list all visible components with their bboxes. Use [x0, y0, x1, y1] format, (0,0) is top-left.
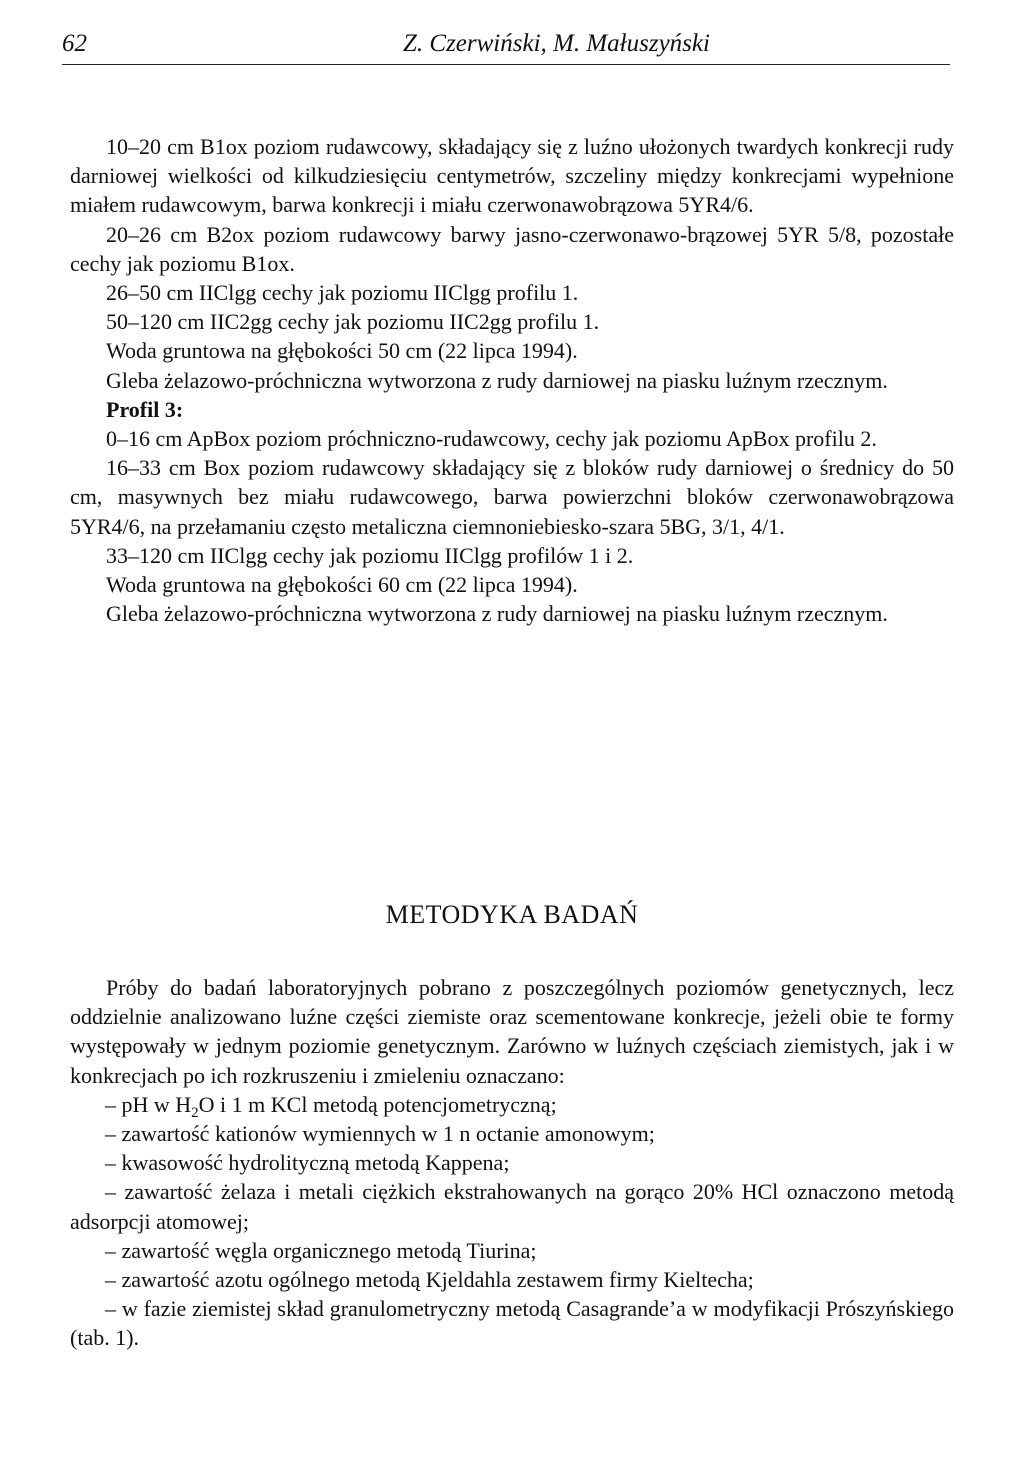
method-item: – zawartość azotu ogólnego metodą Kjeldahla zestawem firmy Kieltecha;	[105, 1267, 754, 1293]
running-header-authors: Z. Czerwiński, M. Małuszyński	[403, 30, 710, 57]
horizon-iic2gg: 50–120 cm IIC2gg cechy jak poziomu IIC2gg profilu 1.	[106, 309, 600, 335]
method-item: – zawartość węgla organicznego metodą Tiurina;	[105, 1237, 537, 1263]
methods-block	[70, 973, 954, 1353]
horizon-box: 16–33 cm Box poziom rudawcowy składający się z bloków rudy darniowej o średnicy do 50 cm, masywnych bez miału rudawcowego, barwa powierzchni bloków czerwonawobrązowa 5YR4/6, na przełamaniu często metaliczna ciemnoniebiesko-szara 5BG, 3/1, 4/1.	[70, 455, 954, 539]
ph-text-pre: – pH w H	[105, 1091, 192, 1117]
groundwater-note: Woda gruntowa na głębokości 50 cm (22 lipca 1994).	[106, 338, 578, 364]
profile-3-heading	[70, 395, 954, 424]
section-heading: METODYKA BADAŃ	[385, 900, 639, 929]
method-item-ph	[70, 1090, 954, 1119]
running-header	[62, 30, 950, 65]
horizon-iiclgg: 26–50 cm IIClgg cechy jak poziomu IIClgg profilu 1.	[106, 280, 579, 306]
page-number: 62	[62, 30, 87, 57]
methods-intro: Próby do badań laboratoryjnych pobrano z poszczególnych poziomów genetycznych, lecz oddzielnie analizowano luźne części ziemiste oraz scementowane konkrecje, jeżeli obie te formy występowały w jednym poziomie genetycznym. Zarówno w luźnych częściach ziemistych, jak i w konkrecjach po ich rozkruszeniu i zmieleniu oznaczano:	[70, 975, 954, 1088]
horizon-iiclgg-p3: 33–120 cm IIClgg cechy jak poziomu IIClgg profilów 1 i 2.	[106, 542, 634, 568]
ph-subscript: 2	[191, 1104, 199, 1121]
profile-3-title: Profil 3	[106, 396, 176, 422]
horizon-apbox: 0–16 cm ApBox poziom próchniczno-rudawcowy, cechy jak poziomu ApBox profilu 2.	[106, 426, 877, 452]
profile-description-block	[70, 132, 954, 628]
method-item: – w fazie ziemistej skład granulometryczny metodą Casagrande’a w modyfikacji Prószyńskiego (tab. 1).	[70, 1296, 954, 1351]
soil-classification-p3: Gleba żelazowo-próchniczna wytworzona z rudy darniowej na piasku luźnym rzecznym.	[106, 601, 888, 627]
profile-3-colon: :	[175, 396, 184, 422]
soil-classification: Gleba żelazowo-próchniczna wytworzona z rudy darniowej na piasku luźnym rzecznym.	[106, 367, 888, 393]
horizon-b1ox: 10–20 cm B1ox poziom rudawcowy, składający się z luźno ułożonych twardych konkrecji rudy darniowej wielkości od kilkudziesięciu centymetrów, szczeliny między konkrecjami wypełnione miałem rudawcowym, barwa konkrecji i miału czerwonawobrązowa 5YR4/6.	[70, 134, 954, 218]
method-item: – zawartość żelaza i metali ciężkich ekstrahowanych na gorąco 20% HCl oznaczono metodą adsorpcji atomowej;	[70, 1179, 954, 1234]
groundwater-note-p3: Woda gruntowa na głębokości 60 cm (22 lipca 1994).	[106, 572, 578, 598]
ph-text-post: O i 1 m KCl metodą potencjometryczną;	[198, 1091, 557, 1117]
horizon-b2ox: 20–26 cm B2ox poziom rudawcowy barwy jasno-czerwonawo-brązowej 5YR 5/8, pozostałe cechy jak poziomu B1ox.	[70, 221, 954, 276]
method-item: – kwasowość hydrolityczną metodą Kappena;	[105, 1150, 510, 1176]
method-item: – zawartość kationów wymiennych w 1 n octanie amonowym;	[105, 1121, 655, 1147]
